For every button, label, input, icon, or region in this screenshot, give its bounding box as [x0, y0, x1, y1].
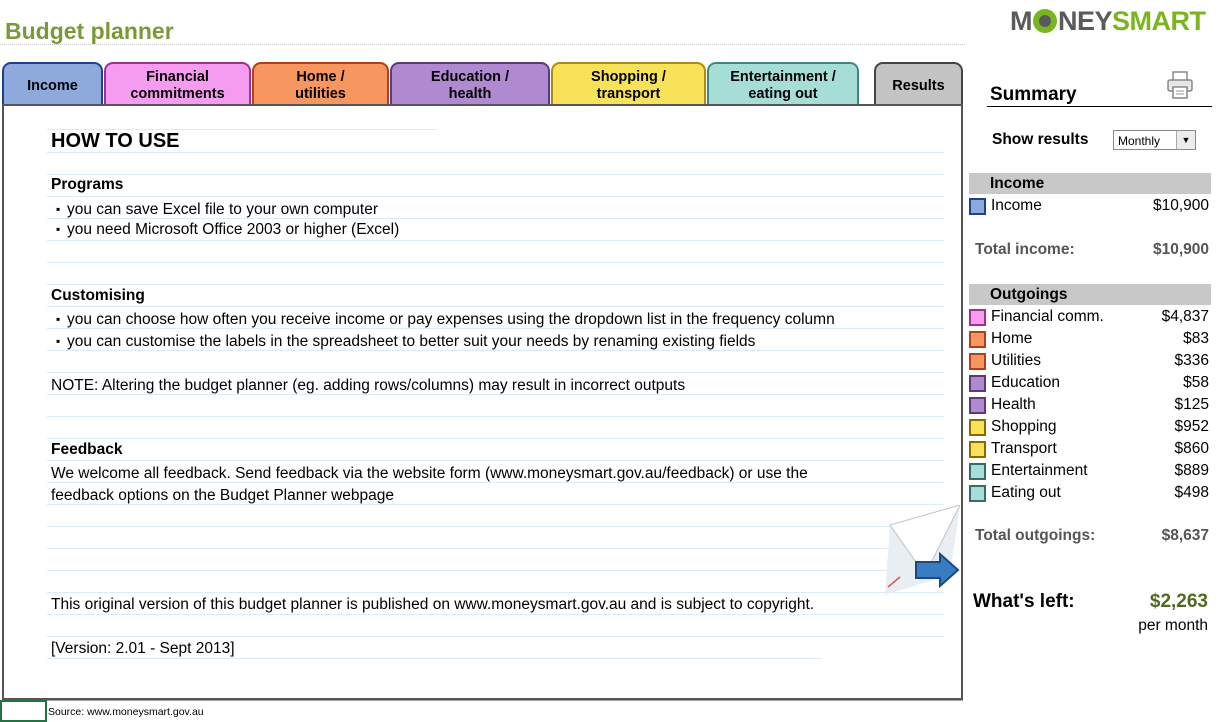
- category-swatch-icon: [969, 309, 986, 326]
- summary-row-outgoing: Transport $860: [969, 440, 1209, 460]
- whats-left-label: What's left:: [973, 591, 1075, 612]
- per-month-label: per month: [1138, 617, 1208, 634]
- category-swatch-icon: [969, 419, 986, 436]
- frequency-select[interactable]: Monthly ▼: [1113, 130, 1196, 150]
- total-outgoings: Total outgoings: $8,637: [975, 527, 1209, 544]
- logo-o-icon: [1033, 9, 1057, 33]
- title-divider: [0, 44, 965, 45]
- sheet-bottom-border: [0, 700, 963, 701]
- tab-shopping-transport[interactable]: Shopping / transport: [551, 62, 706, 106]
- feedback-text: feedback options on the Budget Planner webpage: [51, 487, 394, 504]
- summary-row-outgoing: Utilities $336: [969, 352, 1209, 372]
- customising-item: ▪ you can customise the labels in the spreadsheet to better suit your needs by renaming existing fields: [56, 333, 755, 351]
- customising-item: ▪ you can choose how often you receive income or pay expenses using the dropdown list in the frequency column: [56, 311, 835, 329]
- programs-item: ▪ you need Microsoft Office 2003 or higher (Excel): [56, 221, 399, 239]
- selected-cell[interactable]: [0, 700, 47, 722]
- summary-row-outgoing: Education $58: [969, 374, 1209, 394]
- chevron-down-icon[interactable]: ▼: [1176, 131, 1195, 149]
- income-section-header: Income: [969, 173, 1211, 194]
- version-text: [Version: 2.01 - Sept 2013]: [51, 640, 235, 657]
- category-swatch-icon: [969, 375, 986, 392]
- moneysmart-logo: M NEYSMART: [1010, 6, 1206, 36]
- feedback-heading: Feedback: [51, 441, 123, 458]
- summary-row-outgoing: Shopping $952: [969, 418, 1209, 438]
- note-text: NOTE: Altering the budget planner (eg. adding rows/columns) may result in incorrect outputs: [51, 377, 686, 394]
- income-swatch-icon: [969, 198, 986, 215]
- category-swatch-icon: [969, 397, 986, 414]
- how-to-use-panel: [2, 104, 963, 700]
- print-icon[interactable]: [1165, 70, 1195, 100]
- category-swatch-icon: [969, 463, 986, 480]
- summary-divider: [987, 106, 1212, 107]
- summary-row-outgoing: Home $83: [969, 330, 1209, 350]
- tab-entertainment-eating-out[interactable]: Entertainment / eating out: [707, 62, 859, 106]
- summary-row-outgoing: Entertainment $889: [969, 462, 1209, 482]
- tab-home-utilities[interactable]: Home / utilities: [252, 62, 389, 106]
- show-results-label: Show results: [992, 131, 1089, 148]
- total-income: Total income: $10,900: [975, 241, 1209, 258]
- category-swatch-icon: [969, 331, 986, 348]
- summary-title: Summary: [990, 84, 1077, 105]
- summary-row-income: Income $10,900: [969, 197, 1209, 217]
- app-title: Budget planner: [5, 18, 174, 44]
- programs-item: ▪ you can save Excel file to your own computer: [56, 201, 378, 219]
- tab-income[interactable]: Income: [2, 62, 103, 106]
- copyright-text: This original version of this budget planner is published on www.moneysmart.gov.au and is subject to copyright.: [51, 596, 815, 613]
- summary-row-outgoing: Eating out $498: [969, 484, 1209, 504]
- programs-heading: Programs: [51, 176, 124, 193]
- next-page-arrow-icon[interactable]: [914, 552, 960, 588]
- tab-education-health[interactable]: Education / health: [390, 62, 550, 106]
- customising-heading: Customising: [51, 287, 145, 304]
- summary-row-outgoing: Financial comm. $4,837: [969, 308, 1209, 328]
- source-text: Source: www.moneysmart.gov.au: [48, 706, 204, 718]
- whats-left-value: $2,263: [1149, 591, 1208, 612]
- tab-results[interactable]: Results: [874, 62, 963, 106]
- category-swatch-icon: [969, 441, 986, 458]
- category-swatch-icon: [969, 353, 986, 370]
- category-swatch-icon: [969, 485, 986, 502]
- tab-financial-commitments[interactable]: Financial commitments: [104, 62, 251, 106]
- how-to-use-heading: HOW TO USE: [51, 130, 180, 152]
- outgoings-section-header: Outgoings: [969, 284, 1211, 305]
- summary-row-outgoing: Health $125: [969, 396, 1209, 416]
- feedback-text: We welcome all feedback. Send feedback via the website form (www.moneysmart.gov.au/feedback) or use the: [51, 465, 808, 482]
